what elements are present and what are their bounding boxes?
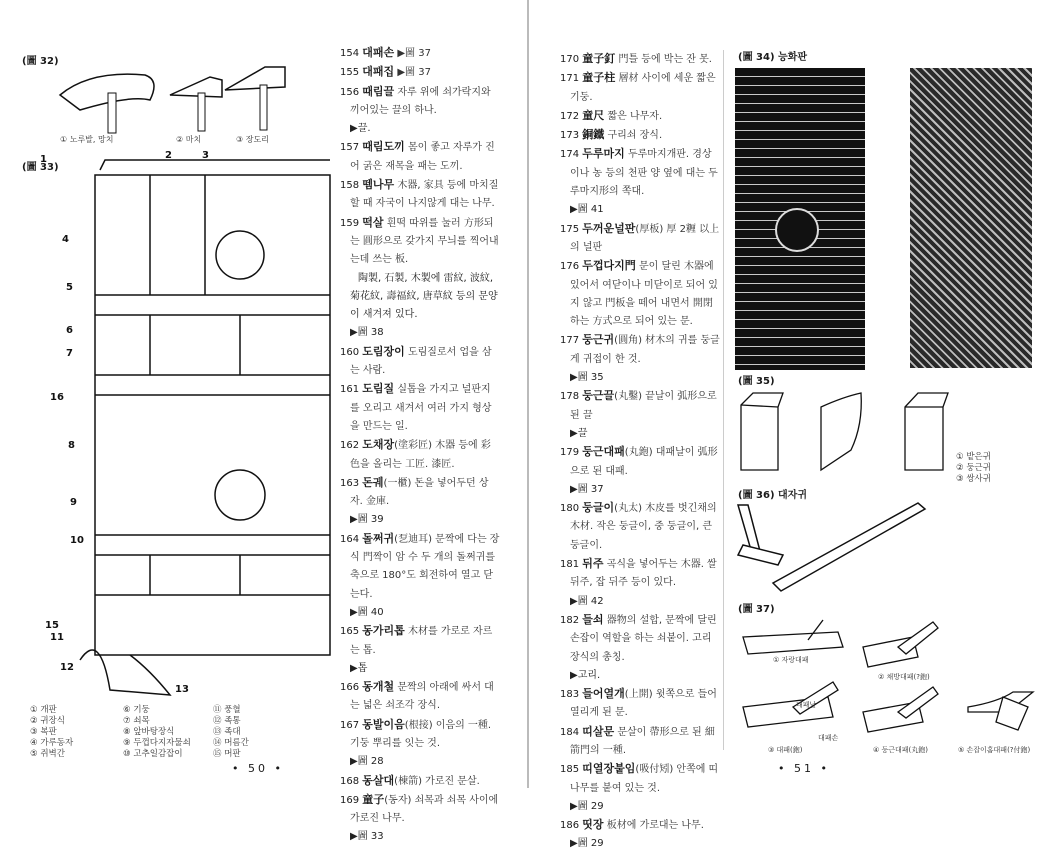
entry-definition: ▶圖 37 [394, 67, 431, 79]
fig32-label-3: ③ 장도리 [236, 135, 269, 144]
entry-headword: 대패손 [362, 46, 395, 59]
entry-number: 166 [340, 682, 360, 694]
entry-headword: 들쇠 [582, 612, 604, 626]
entry-headword: 두껍다지門 [582, 259, 636, 273]
fig32-caption: (圖 32) [22, 56, 59, 67]
entry-cross-reference: ▶끌. [350, 123, 371, 135]
fig37-part-handle: 대패손 [818, 734, 839, 742]
entry-cross-reference: ▶圖 42 [570, 595, 604, 607]
entry-cross-reference: ▶圖 40 [350, 606, 384, 618]
entry-number: 182 [560, 614, 580, 626]
glossary-entry [560, 555, 720, 593]
entry-definition: 구리쇠 장식. [604, 130, 663, 142]
glossary-entry [340, 530, 500, 604]
glossary-entry [340, 83, 500, 121]
fig33-num: 16 [50, 392, 64, 403]
entry-definition: (吸付矧) 안쪽에 띠나무를 붙여 있는 것. [570, 764, 719, 794]
entry-number: 159 [340, 217, 360, 229]
entry-headword: 대패집 [362, 65, 395, 79]
entry-headword: 둥글이 [582, 501, 615, 515]
legend-item: ⑫ 족통 [213, 716, 241, 726]
entry-definition: 두루마지개판. 경상이나 농 등의 천판 양 옆에 대는 두루마지形의 쪽대. [570, 149, 718, 198]
glossary-entry [560, 816, 720, 835]
fig37-part-blade: 대패날 [796, 701, 817, 709]
fig32-hammers [50, 55, 290, 130]
fig35-legend [956, 452, 991, 485]
entry-definition: (丸鑿) 끝날이 弧形으로 된 끌 [570, 391, 717, 421]
entry-definition: 문짝의 아래에 싸서 대는 넓은 쇠조각 장식. [350, 682, 494, 712]
entry-definition: (上開) 윗쪽으로 들어 열리게 된 문. [570, 689, 717, 719]
fig37-label-5: ⑤ 손잡이홈대패(?付鉋) [958, 746, 1031, 754]
entry-cross-reference: ▶圖 39 [350, 514, 384, 526]
entry-definition: 板材에 가로대는 나무. [603, 820, 704, 832]
entry-number: 164 [340, 533, 360, 545]
entry-number: 173 [560, 130, 580, 142]
glossary-entry [560, 257, 720, 331]
fig33-legend-col-3 [213, 705, 249, 760]
entry-definition: 層材 사이에 세운 짧은 기둥. [570, 73, 716, 103]
entry-headword: 뒤주 [582, 557, 604, 571]
entry-definition: 자루 위에 쇠가락지와 끼어있는 끌의 하나. [350, 86, 491, 116]
entry-headword: 동가리톱 [362, 624, 405, 638]
fig33-legend-col-1 [30, 705, 73, 760]
entry-headword: 동발이음 [362, 717, 405, 731]
glossary-entry [340, 214, 500, 270]
legend-item: ⑤ 쥐벽간 [30, 749, 65, 759]
entry-number: 179 [560, 447, 580, 459]
entry-headword: 둥근끌 [582, 389, 615, 403]
fig33-num: 10 [70, 535, 84, 546]
fig33-num: 15 [45, 620, 59, 631]
legend-item: ⑪ 풍혈 [213, 705, 241, 715]
fig33-num: 2 [165, 150, 172, 161]
entry-number: 169 [340, 794, 360, 806]
entry-definition: 문살이 帶形으로 된 細箭門의 一種. [570, 726, 715, 756]
entry-headword: 때림끌 [362, 84, 395, 98]
entry-cross-reference: ▶圖 35 [570, 372, 604, 384]
fig34-caption: (圖 34) 능화판 [738, 52, 807, 63]
glossary-entry [340, 138, 500, 176]
legend-item: ③ 복판 [30, 727, 57, 737]
entry-definition: 器物의 설합, 문짝에 달린 손잡이 역할을 하는 쇠붙이. 고리장식의 총칭. [570, 614, 717, 663]
entry-headword: 떡살 [362, 215, 384, 229]
left-page [0, 0, 528, 843]
entry-cross-reference: ▶끌 [570, 427, 588, 439]
legend-item: ④ 가루동자 [30, 738, 74, 748]
entry-number: 186 [560, 820, 580, 832]
entry-headword: 띳장 [582, 818, 604, 832]
fig37-caption: (圖 37) [738, 604, 775, 615]
glossary-entry [340, 380, 500, 436]
glossary-entry [340, 343, 500, 381]
entry-headword: 도채장 [362, 438, 395, 452]
fig34-pattern-board-lattice [910, 68, 1032, 368]
longevity-medallion-icon [775, 208, 819, 252]
entry-definition: 門틀 등에 박는 잔 못. [615, 54, 712, 65]
entry-headword: 도림질 [362, 382, 395, 396]
entry-number: 162 [340, 440, 360, 452]
legend-item: ⑦ 쇠목 [123, 716, 150, 726]
entry-number: 167 [340, 719, 360, 731]
fig36-caption: (圖 36) 대자귀 [738, 490, 807, 501]
entry-cross-reference: ▶圖 29 [570, 838, 604, 850]
entry-number: 158 [340, 180, 360, 192]
legend-item: ⑩ 고추일감잡이 [123, 749, 183, 759]
entry-definition: 몸이 좋고 자루가 진어 굵은 재목을 패는 도끼. [350, 142, 495, 172]
entry-cross-reference: ▶圖 29 [570, 800, 604, 812]
entry-cross-reference: ▶圖 41 [570, 204, 604, 216]
legend-item: ⑮ 머판 [213, 749, 241, 759]
glossary-entry [340, 791, 500, 829]
glossary-entry [560, 443, 720, 481]
entry-number: 185 [560, 764, 580, 776]
entry-definition: 실톱을 가지고 널판지를 오리고 새겨서 여러 가지 형상을 만드는 일. [350, 384, 492, 432]
entry-number: 157 [340, 142, 360, 154]
glossary-entry [560, 685, 720, 723]
fig33-num: 11 [50, 632, 64, 643]
entry-number: 176 [560, 261, 580, 273]
legend-item: ⑬ 족대 [213, 727, 241, 737]
glossary-entry [340, 622, 500, 660]
glossary-entry [560, 69, 720, 107]
glossary-entry [560, 611, 720, 667]
legend-item: ⑧ 앞바탕장식 [123, 727, 175, 737]
entry-headword: 童子釘 [582, 52, 616, 65]
page-number: • 50 • [232, 762, 284, 775]
entry-cross-reference: ▶圖 28 [350, 756, 384, 768]
fig33-num: 12 [60, 662, 74, 673]
fig33-legend-col-2 [123, 705, 191, 760]
column-divider [723, 50, 724, 750]
fig33-num: 13 [175, 684, 189, 695]
entry-number: 180 [560, 503, 580, 515]
entry-definition: (圓角) 材木의 귀를 둥글게 귀접이 한 것. [570, 335, 720, 365]
entry-definition: (乭迪耳) 문짝에 다는 장식 門짝이 암 수 두 개의 돌쩌귀를 축으로 180°도 회전하여 열고 닫는다. [350, 533, 500, 600]
entry-headword: 둥근대패 [582, 445, 625, 459]
entry-definition: (一櫃) 돈을 넣어두던 상자. 金庫. [350, 477, 489, 508]
entry-headword: 돌쩌귀 [362, 531, 395, 545]
entry-definition: 짧은 나무자. [604, 110, 663, 122]
entry-cross-reference: ▶圖 37 [570, 483, 604, 495]
right-entry-column [560, 50, 720, 854]
entry-number: 160 [340, 346, 360, 358]
entry-definition: 곡식을 넣어두는 木器. 쌀 뒤주, 잡 뒤주 등이 있다. [570, 559, 717, 589]
fig33-num: 9 [70, 497, 77, 508]
glossary-entry [560, 220, 720, 258]
glossary-entry [560, 126, 720, 145]
entry-cross-reference: ▶圖 33 [350, 831, 384, 843]
entry-definition: 木材를 가로로 자르는 톱. [350, 626, 493, 656]
entry-definition: (塗彩匠) 木器 등에 彩色을 올리는 工匠. 漆匠. [350, 440, 491, 470]
entry-cross-reference: ▶톱 [350, 662, 368, 674]
entry-number: 165 [340, 626, 360, 638]
entry-number: 181 [560, 559, 580, 571]
entry-number: 175 [560, 223, 580, 235]
legend-item: ① 개판 [30, 705, 57, 715]
entry-headword: 동살대 [362, 773, 395, 787]
entry-number: 177 [560, 335, 580, 347]
legend-item: ⑨ 두껍다지자물쇠 [123, 738, 191, 748]
glossary-entry [560, 760, 720, 798]
fig33-num: 8 [68, 440, 75, 451]
right-page [528, 0, 1056, 850]
entry-headword: 두루마지 [582, 147, 625, 161]
entry-definition: (根接) 이음의 一種. 기둥 뿌리를 잇는 것. [350, 719, 492, 749]
fig33-num: 6 [66, 325, 73, 336]
legend-item: ① 밭은귀 [956, 452, 991, 462]
legend-item: ② 둥근귀 [956, 463, 991, 473]
glossary-entry [340, 474, 500, 512]
entry-definition: (동자) 쇠목과 쇠목 사이에 가로진 나무. [350, 794, 499, 825]
glossary-entry [340, 436, 500, 474]
fig34-pattern-board-cloud [735, 68, 865, 370]
glossary-entry [340, 716, 500, 754]
fig32-label-2: ② 마치 [176, 135, 202, 144]
glossary-entry [560, 331, 720, 369]
entry-headword: 띠살문 [582, 724, 615, 738]
entry-definition: (丸太) 木皮를 벗긴채의 木材. 작은 둥글이, 중 둥글이, 큰 둥글이. [570, 503, 717, 551]
entry-number: 154 [340, 48, 360, 59]
glossary-entry [340, 44, 500, 63]
entry-number: 161 [340, 384, 360, 396]
entry-definition: (棟箭) 가로진 문살. [394, 775, 480, 787]
fig33-num: 3 [202, 150, 209, 161]
entry-number: 183 [560, 689, 580, 701]
entry-headword: 童子柱 [582, 71, 616, 85]
entry-headword: 띠열장붙임 [582, 762, 636, 776]
entry-cross-reference: ▶고리. [570, 669, 601, 681]
glossary-entry [560, 387, 720, 425]
glossary-entry [340, 176, 500, 214]
entry-definition: 도림질로서 업을 삼는 사람. [350, 346, 492, 377]
fig33-cabinet-drawing [40, 150, 330, 700]
legend-item: ② 귀장식 [30, 716, 65, 726]
glossary-entry [560, 499, 720, 555]
entry-headword: 뗌나무 [362, 178, 395, 192]
legend-item: ⑥ 기둥 [123, 705, 150, 715]
fig33-num: 7 [66, 348, 73, 359]
glossary-entry [560, 50, 720, 69]
entry-headword: 동개철 [362, 680, 395, 694]
entry-headword: 들어열개 [582, 687, 625, 701]
entry-definition: ▶圖 37 [394, 48, 431, 59]
glossary-entry [560, 145, 720, 201]
left-entry-column [340, 44, 500, 847]
entry-number: 156 [340, 86, 360, 98]
legend-item: ③ 쌍사귀 [956, 474, 991, 484]
entry-headword: 童子 [362, 792, 385, 806]
glossary-entry [340, 63, 500, 82]
entry-definition: (厚板) 厚 2糎 以上의 널판 [570, 223, 720, 253]
entry-number: 184 [560, 726, 580, 738]
fig33-num: 5 [66, 282, 73, 293]
glossary-entry [560, 107, 720, 126]
entry-note: 陶製, 石製, 木製에 雷紋, 波紋, 菊花紋, 壽福紋, 唐草紋 등의 문양이 새겨져 있다. [350, 272, 498, 321]
entry-number: 163 [340, 477, 360, 489]
entry-number: 168 [340, 775, 360, 787]
fig35-corner-blocks [733, 385, 963, 475]
entry-definition: 木器, 家具 등에 마치질할 때 자국이 나지않게 대는 나무. [350, 180, 499, 210]
glossary-entry [560, 723, 720, 761]
fig32-label-1: ① 노루발, 망치 [60, 135, 114, 144]
entry-number: 155 [340, 67, 360, 79]
entry-definition: 흰떡 따위를 눌러 方形되는 圓形으로 갖가지 무늬를 찍어내는데 쓰는 板. [350, 217, 499, 266]
entry-number: 172 [560, 110, 580, 122]
fig33-num: 1 [40, 154, 47, 165]
page-number: • 51 • [778, 762, 830, 775]
entry-definition: 문이 달린 木器에 있어서 여닫이나 미닫이로 되어 있지 않고 門板을 떼어 내면서 開閉하는 方式으로 되어 있는 문. [570, 261, 718, 328]
fig36-adze-drawing [733, 495, 933, 595]
entry-headword: 銅鐵 [582, 128, 605, 142]
fig35-caption: (圖 35) [738, 376, 775, 387]
entry-headword: 童尺 [582, 108, 605, 122]
entry-headword: 두꺼운널판 [582, 221, 636, 235]
entry-number: 170 [560, 54, 580, 65]
fig37-label-3: ③ 대패(鉋) [768, 746, 803, 754]
entry-cross-reference: ▶圖 38 [350, 327, 384, 339]
fig37-label-2: ② 채방대패(?鉋) [878, 673, 930, 681]
fig33-num: 4 [62, 234, 69, 245]
fig37-label-4: ④ 둥근대패(丸鉋) [873, 746, 929, 754]
entry-number: 174 [560, 149, 580, 161]
fig37-label-1: ① 자랑대패 [773, 656, 809, 664]
entry-headword: 도림장이 [362, 344, 405, 358]
entry-headword: 둥근귀 [582, 333, 615, 347]
entry-headword: 돈궤 [362, 475, 384, 489]
fig33-caption: (圖 33) [22, 162, 59, 173]
legend-item: ⑭ 머름간 [213, 738, 249, 748]
entry-number: 178 [560, 391, 580, 403]
entry-definition: (丸鉋) 대패날이 弧形으로 된 대패. [570, 447, 718, 477]
glossary-entry [340, 678, 500, 716]
entry-headword: 때림도끼 [362, 140, 405, 154]
entry-number: 171 [560, 73, 580, 85]
